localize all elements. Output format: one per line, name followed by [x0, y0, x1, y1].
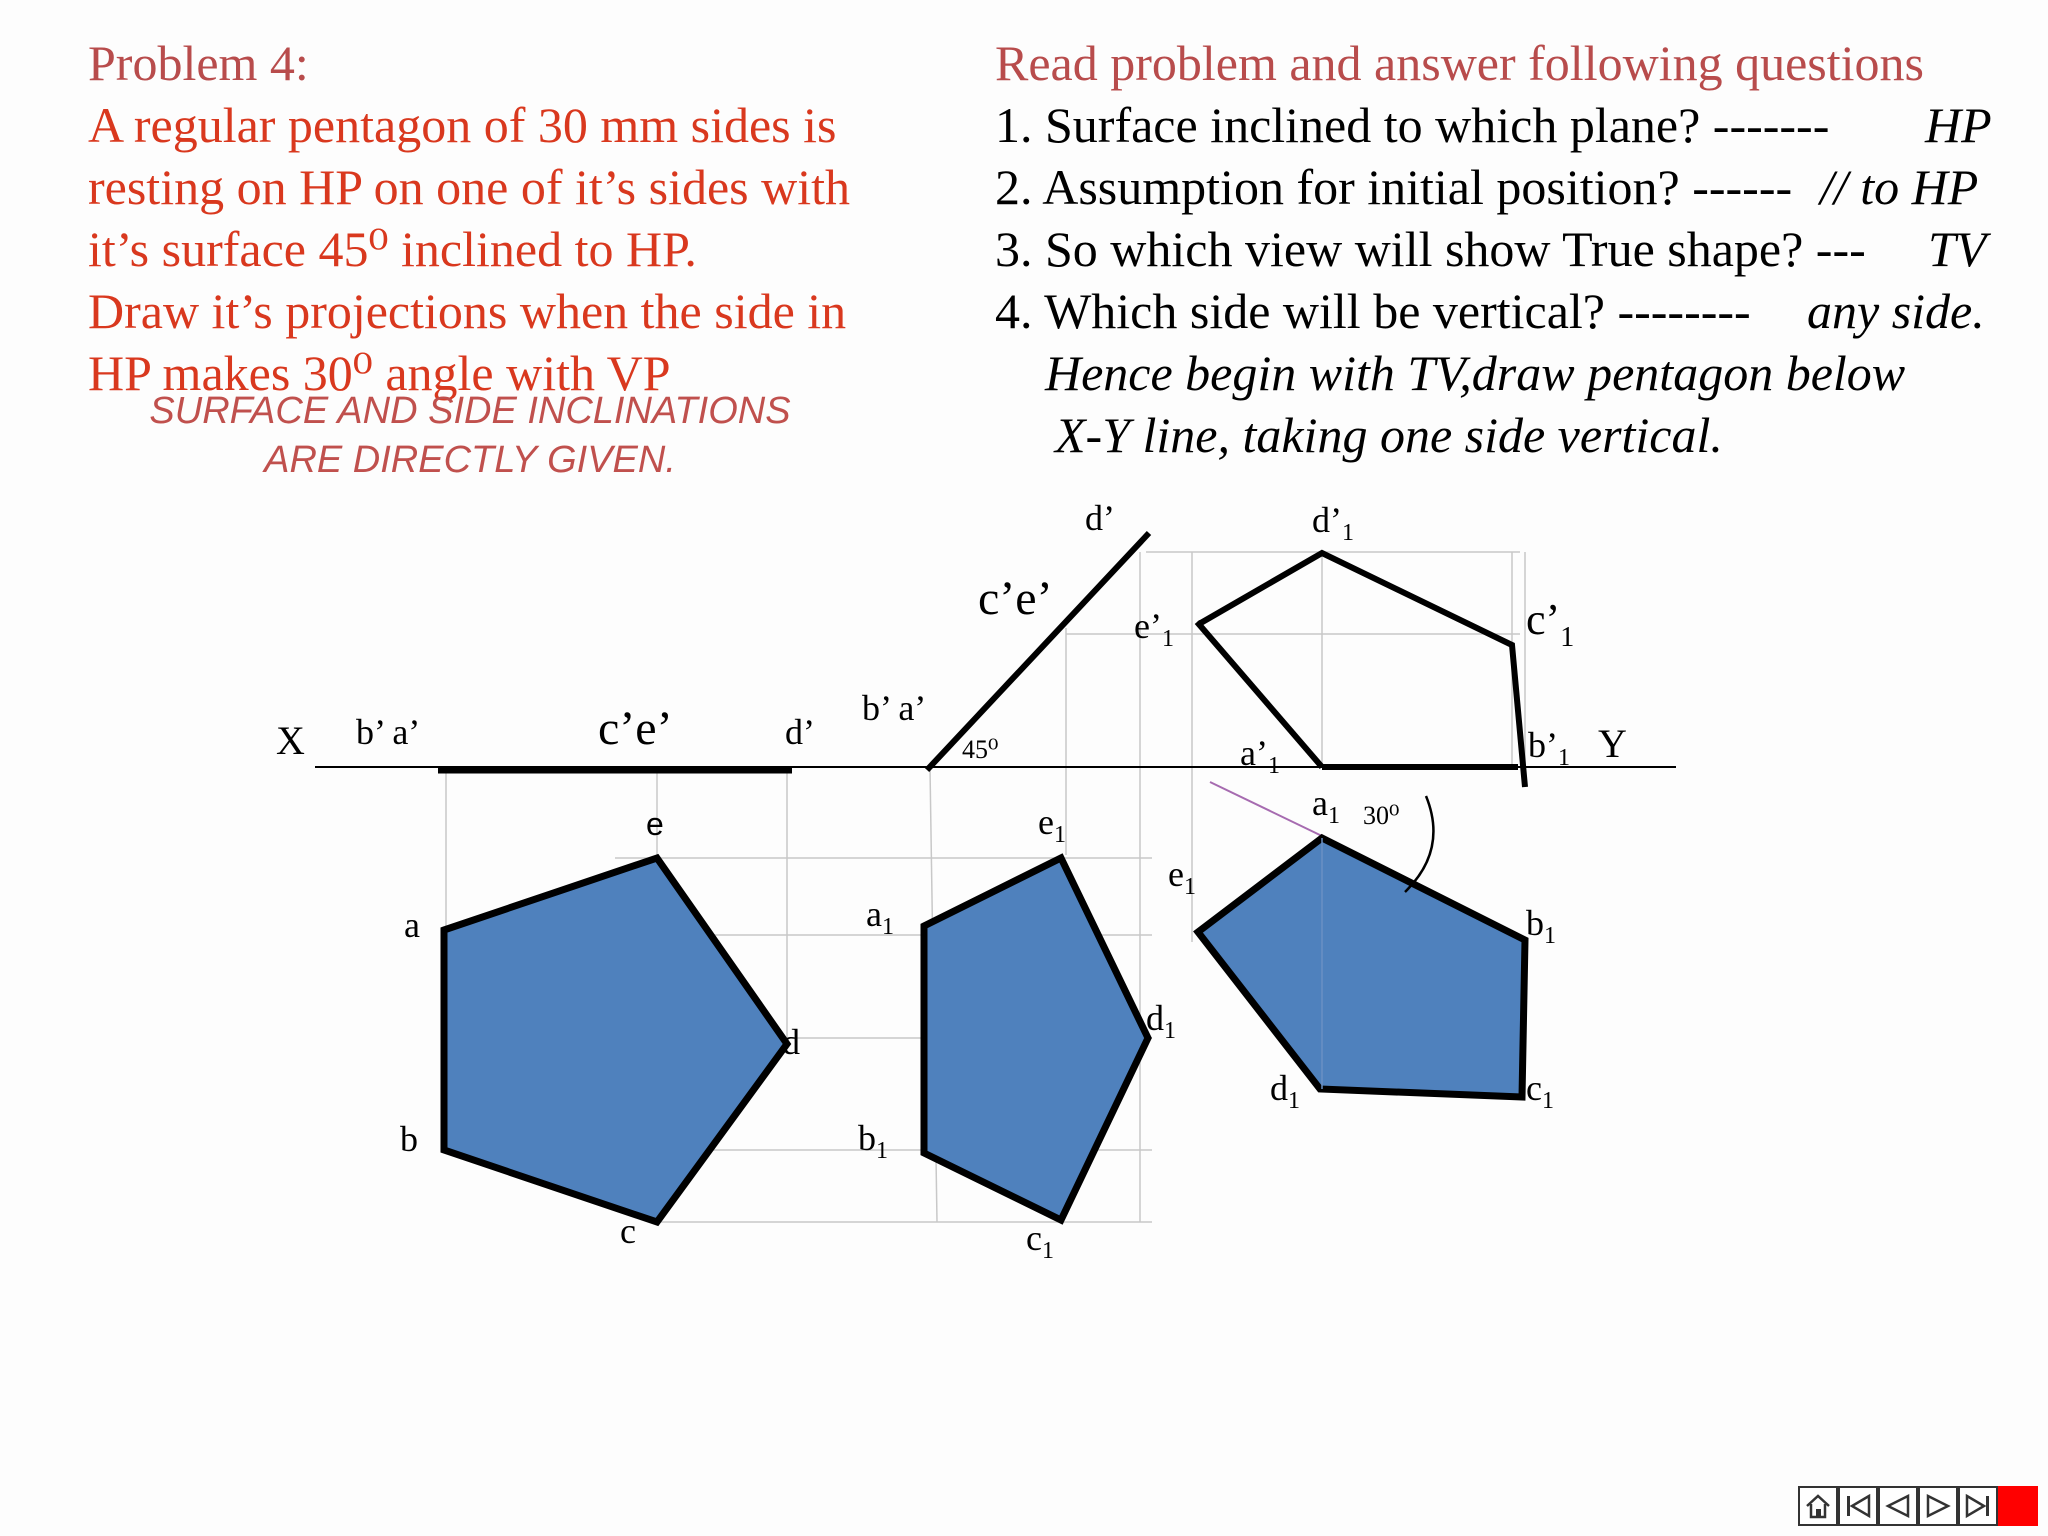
tv3-pentagon — [1198, 838, 1525, 1097]
home-icon[interactable] — [1798, 1486, 1838, 1526]
tv1-label-a: a — [404, 905, 420, 945]
tv1-label-b: b — [400, 1119, 418, 1159]
angle-30-arc — [1405, 796, 1433, 892]
fv3-label-c: c’ — [1526, 595, 1561, 644]
previous-slide-icon[interactable] — [1878, 1486, 1918, 1526]
fv3-sub-b: 1 — [1558, 745, 1570, 771]
svg-text:b1 — [858, 1118, 888, 1164]
note-line-1: SURFACE AND SIDE INCLINATIONS — [149, 390, 791, 432]
tv1-label-d: d — [782, 1022, 800, 1062]
fv2-label-d: d’ — [1085, 498, 1115, 538]
fv3-label-e-group — [1134, 606, 1174, 652]
tv3-label-b-group — [1526, 903, 1556, 949]
svg-text:e1 — [1038, 802, 1066, 848]
answer-4: any side. — [1807, 283, 1985, 339]
question-3: 3. So which view will show True shape? --- — [995, 221, 1866, 277]
tv3-sub-e: 1 — [1183, 874, 1196, 900]
tv3-label-d-group — [1270, 1068, 1300, 1114]
tv3-sub-b: 1 — [1544, 923, 1556, 949]
y-label: Y — [1598, 721, 1627, 766]
x-label: X — [276, 718, 305, 763]
tv3-label-d: d — [1270, 1068, 1288, 1108]
fv3-label-b-group — [1528, 725, 1570, 771]
svg-text:a1 — [1312, 783, 1340, 829]
svg-text:d1 — [1146, 998, 1176, 1044]
svg-text:a’1 — [1240, 733, 1280, 779]
fv3-sub-e: 1 — [1161, 626, 1174, 652]
problem-line-2: resting on HP on one of it’s sides with — [88, 159, 851, 215]
fv3-label-d: d’ — [1312, 500, 1342, 540]
tv3-label-a-group — [1312, 783, 1340, 829]
problem-line-3: it’s surface 45⁰ inclined to HP. — [88, 221, 697, 277]
tv2-sub-a: 1 — [881, 914, 894, 940]
questions-heading: Read problem and answer following questions — [995, 35, 1924, 91]
tv2-label-a-group — [866, 894, 894, 940]
first-slide-icon[interactable] — [1838, 1486, 1878, 1526]
fv3-label-b: b’ — [1528, 725, 1558, 765]
answer-3: TV — [1928, 221, 1987, 277]
tv2-label-e-group — [1038, 802, 1066, 848]
fv1-label-ba: b’ a’ — [356, 712, 421, 752]
fv3-label-c-group — [1526, 595, 1574, 653]
tv2-pentagon — [924, 858, 1148, 1220]
problem-line-5: HP makes 30⁰ angle with VP — [88, 345, 671, 401]
fv3-label-a: a’ — [1240, 733, 1268, 773]
last-slide-icon[interactable] — [1958, 1486, 1998, 1526]
svg-text:d’1 — [1312, 500, 1354, 546]
side-30deg-line — [1210, 782, 1322, 836]
fv3-label-d-group — [1312, 500, 1354, 546]
next-slide-icon[interactable] — [1918, 1486, 1958, 1526]
end-icon[interactable] — [1998, 1486, 2038, 1526]
tv3-label-a: a — [1312, 783, 1328, 823]
tv2-sub-d: 1 — [1164, 1018, 1176, 1044]
tv2-label-d: d — [1146, 998, 1164, 1038]
fv3-sub-a: 1 — [1267, 753, 1280, 779]
tv2-sub-b: 1 — [876, 1138, 888, 1164]
tv3-label-b: b — [1526, 903, 1544, 943]
tv1-pentagon — [444, 858, 787, 1222]
problem-line-1: A regular pentagon of 30 mm sides is — [88, 97, 837, 153]
tv3-sub-d: 1 — [1288, 1088, 1300, 1114]
svg-text:b’1 — [1528, 725, 1570, 771]
tv2-label-c-group — [1026, 1218, 1054, 1264]
fv1-label-d: d’ — [785, 712, 815, 752]
tv2-label-d-group — [1146, 998, 1176, 1044]
answer-1: HP — [1925, 97, 1992, 153]
svg-text:b1 — [1526, 903, 1556, 949]
svg-text:e’1 — [1134, 606, 1174, 652]
angle-45-label: 45⁰ — [962, 735, 999, 764]
slide-navigation — [1798, 1486, 2038, 1526]
answer-2: // to HP — [1820, 159, 1979, 215]
question-1: 1. Surface inclined to which plane? ------- — [995, 97, 1830, 153]
fv3-sub-c: 1 — [1560, 622, 1575, 653]
hint-line-2: X-Y line, taking one side vertical. — [1055, 407, 1723, 463]
svg-text:c’1 — [1526, 595, 1574, 653]
fv3-label-e: e’ — [1134, 606, 1162, 646]
tv3-label-c-group — [1526, 1068, 1554, 1114]
problem-heading: Problem 4: — [88, 35, 309, 91]
fv2-edge-view — [927, 533, 1149, 770]
problem-line-4: Draw it’s projections when the side in — [88, 283, 847, 339]
fv1-label-ce: c’e’ — [598, 702, 673, 755]
tv3-label-c: c — [1526, 1068, 1542, 1108]
svg-text:a1 — [866, 894, 894, 940]
tv3-sub-a: 1 — [1327, 803, 1340, 829]
tv2-label-e: e — [1038, 802, 1054, 842]
tv3-label-e: e — [1168, 854, 1184, 894]
tv2-label-b: b — [858, 1118, 876, 1158]
svg-text:c1 — [1026, 1218, 1054, 1264]
tv3-sub-c: 1 — [1541, 1088, 1554, 1114]
svg-text:c1 — [1526, 1068, 1554, 1114]
question-2: 2. Assumption for initial position? ------ — [995, 159, 1793, 215]
fv3-sub-d: 1 — [1342, 520, 1354, 546]
svg-text:d1 — [1270, 1068, 1300, 1114]
note-line-2: ARE DIRECTLY GIVEN. — [264, 439, 676, 481]
angle-30-label: 30⁰ — [1363, 801, 1400, 830]
tv2-label-b-group — [858, 1118, 888, 1164]
fv2-label-ba: b’ a’ — [862, 688, 927, 728]
hint-line-1: Hence begin with TV,draw pentagon below — [1045, 345, 1906, 401]
tv2-label-c: c — [1026, 1218, 1042, 1258]
tv1-label-c: c — [620, 1211, 636, 1251]
tv2-sub-e: 1 — [1053, 822, 1066, 848]
question-4: 4. Which side will be vertical? -------- — [995, 283, 1751, 339]
tv2-sub-c: 1 — [1041, 1238, 1054, 1264]
tv2-label-a: a — [866, 894, 882, 934]
fv2-label-ce: c’e’ — [978, 572, 1053, 625]
fv3-label-a-group — [1240, 733, 1280, 779]
tv1-label-e: e — [646, 806, 664, 842]
